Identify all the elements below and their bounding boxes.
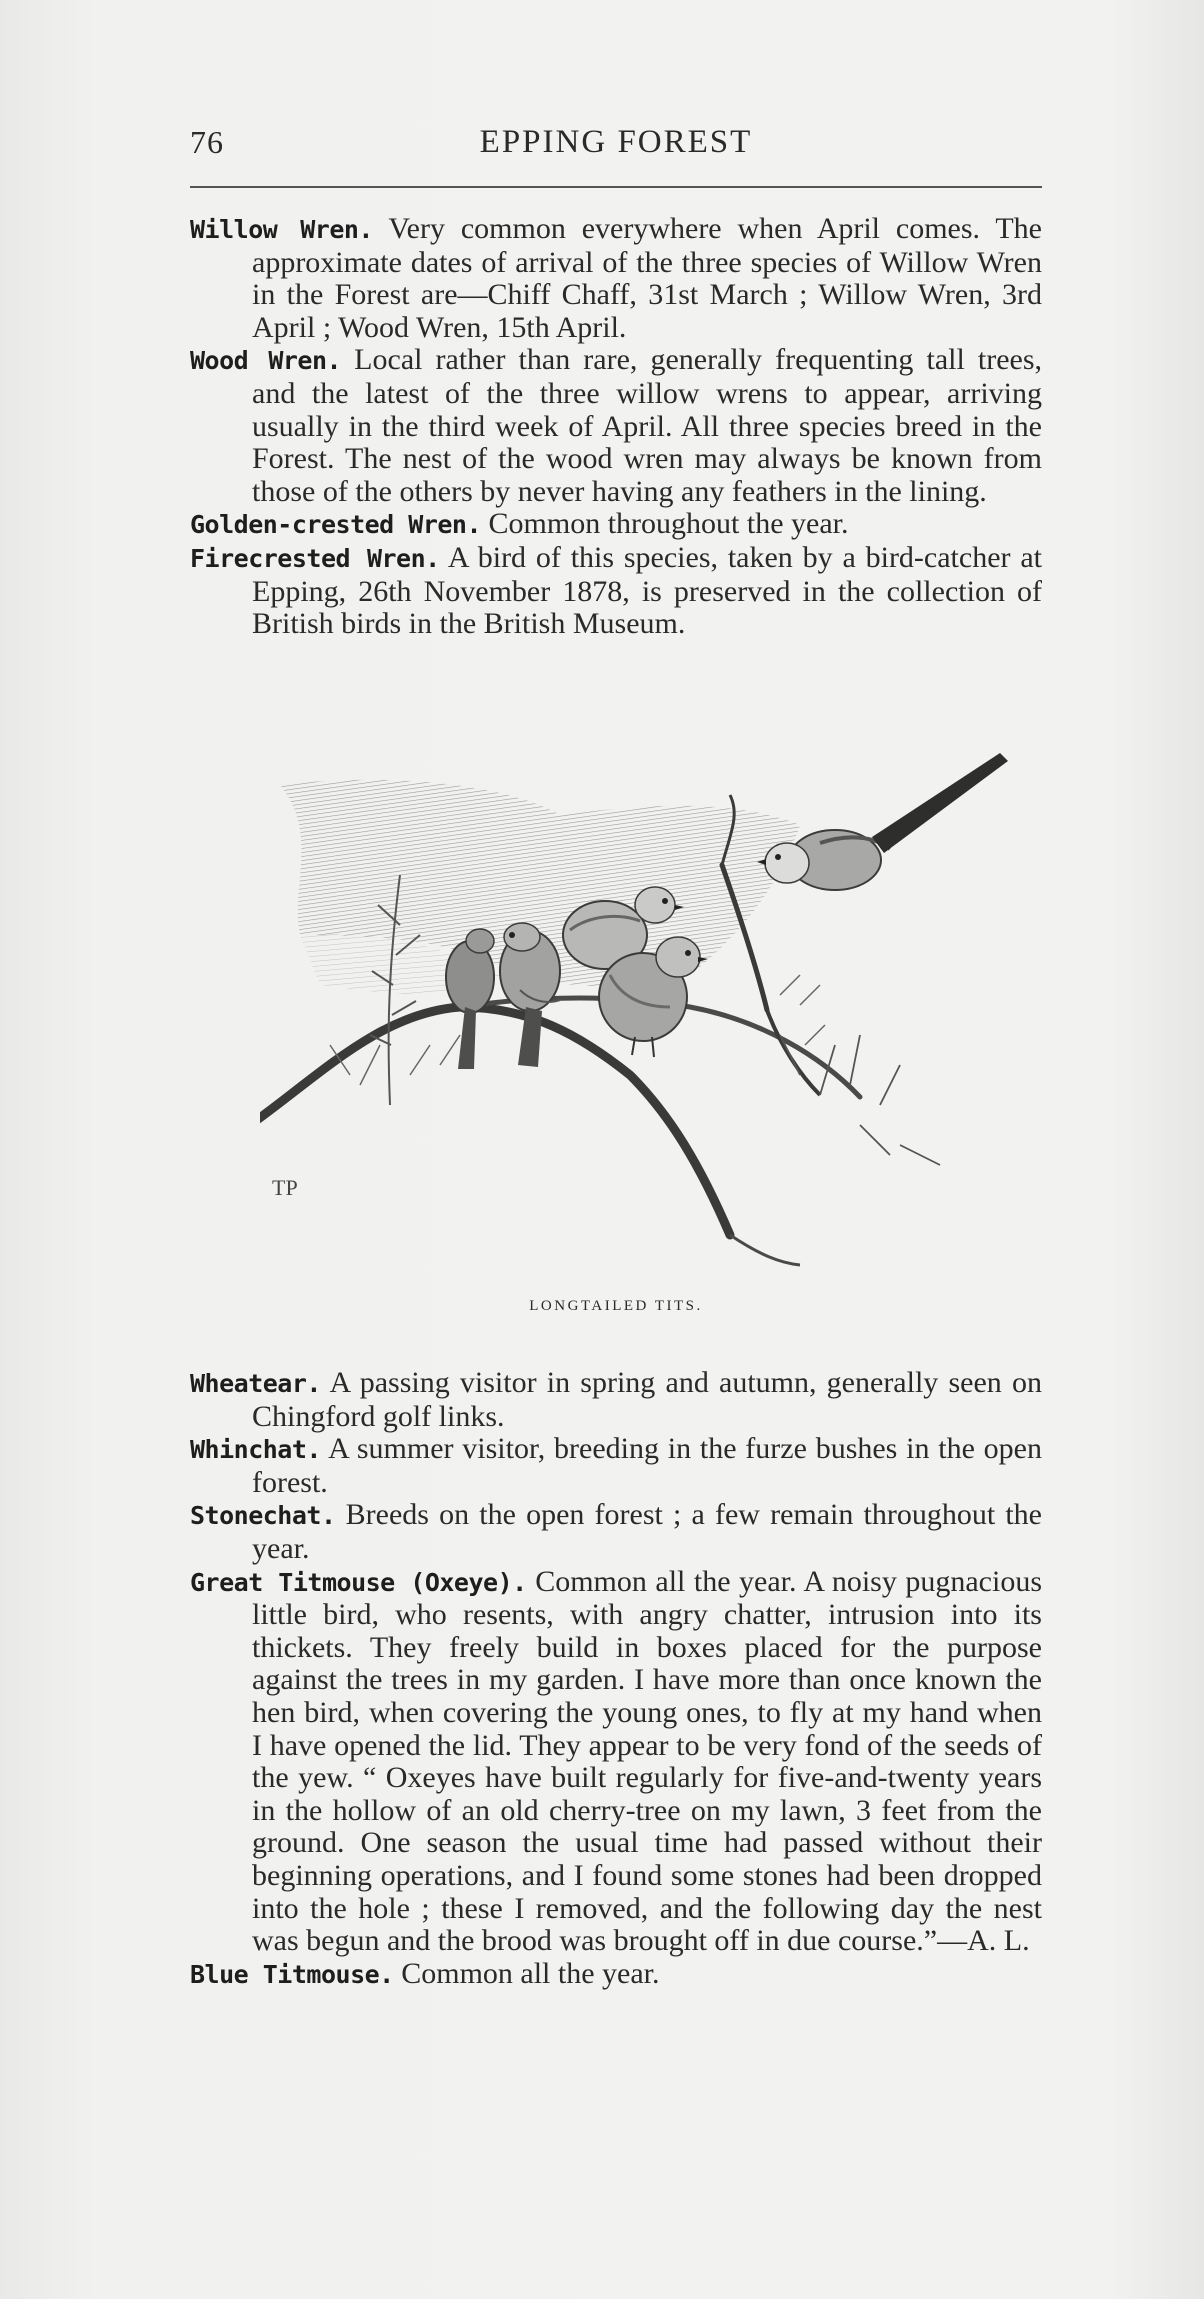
- entry-term: Firecrested Wren.: [190, 543, 440, 573]
- bird-5: [757, 753, 1008, 890]
- entry-term: Willow Wren.: [190, 215, 373, 244]
- entry-text: Common all the year. A noisy pugnacious little bird, who resents, with angry chatter, intrusion into its thickets. They freely build in boxes placed for the purpose against the trees in my garden. I have more than once known the hen bird, when covering the young ones, to fly at my hand when I have opened the lid. They appear to be very fond of the seeds of the yew. “ Oxeyes have built regularly for five-and-twenty years in the hollow of an old cherry-tree on my lawn, 3 feet from the ground. One season the usual time had passed without their beginning operations, and I found some stones had been dropped into the hole ; these I removed, and the following day the nest was begun and the brood was brought off in due course.”—A. L.: [252, 1564, 1042, 1958]
- entry-stonechat: [190, 1499, 1042, 1565]
- entry-term: Golden-crested Wren.: [190, 510, 482, 540]
- illustration-longtailed-tits: [260, 745, 1020, 1275]
- entry-term: Great Titmouse (Oxeye).: [190, 1567, 527, 1597]
- entry-whinchat: [190, 1433, 1042, 1499]
- header-rule: [190, 186, 1042, 188]
- page-header: [190, 120, 1042, 170]
- entry-wheatear: [190, 1367, 1042, 1433]
- entry-text: A summer visitor, breeding in the furze bushes in the open forest.: [252, 1432, 1042, 1499]
- entry-willow-wren: [190, 213, 1042, 344]
- entry-text: A bird of this species, taken by a bird-catcher at Epping, 26th November 1878, is preserved in the collection of British birds in the British Museum.: [252, 540, 1042, 641]
- entry-text: Very common everywhere when April comes. The approximate dates of arrival of the three species of Willow Wren in the Forest are—Chiff Chaff, 31st March ; Willow Wren, 3rd April ; Wood Wren, 15th April.: [252, 212, 1042, 344]
- page-number: 76: [190, 124, 224, 160]
- entry-blue-titmouse: [190, 1958, 1042, 1992]
- engraving-image: [260, 745, 1020, 1275]
- species-list-bottom: [190, 1367, 1042, 1991]
- entry-text: Breeds on the open forest ; a few remain throughout the year.: [252, 1498, 1042, 1565]
- running-title: EPPING FOREST: [479, 124, 753, 160]
- entry-text: Common all the year.: [401, 1956, 660, 1990]
- entry-golden-crested-wren: [190, 508, 1042, 542]
- entry-term: Blue Titmouse.: [190, 1959, 394, 1989]
- entry-great-titmouse: [190, 1566, 1042, 1958]
- bird-1: [446, 929, 494, 1069]
- entry-text: A passing visitor in spring and autumn, generally seen on Chingford golf links.: [252, 1366, 1042, 1433]
- figure-caption: LONGTAILED TITS.: [529, 1298, 703, 1314]
- entry-term: Wheatear.: [190, 1369, 321, 1398]
- entry-text: Common throughout the year.: [488, 507, 849, 541]
- species-list-top: [190, 213, 1042, 641]
- entry-firecrested-wren: [190, 542, 1042, 641]
- entry-wood-wren: [190, 344, 1042, 508]
- entry-text: Local rather than rare, generally frequenting tall trees, and the latest of the three willow wrens to appear, arriving usually in the third week of April. All three species breed in the Forest. The nest of the wood wren may always be known from those of the others by never having any feathers in the lining.: [252, 343, 1043, 508]
- entry-term: Stonechat.: [190, 1501, 336, 1531]
- entry-term: Wood Wren.: [190, 346, 342, 376]
- bird-2: [500, 923, 560, 1067]
- entry-term: Whinchat.: [190, 1435, 321, 1465]
- artist-monogram: TP: [272, 1175, 298, 1200]
